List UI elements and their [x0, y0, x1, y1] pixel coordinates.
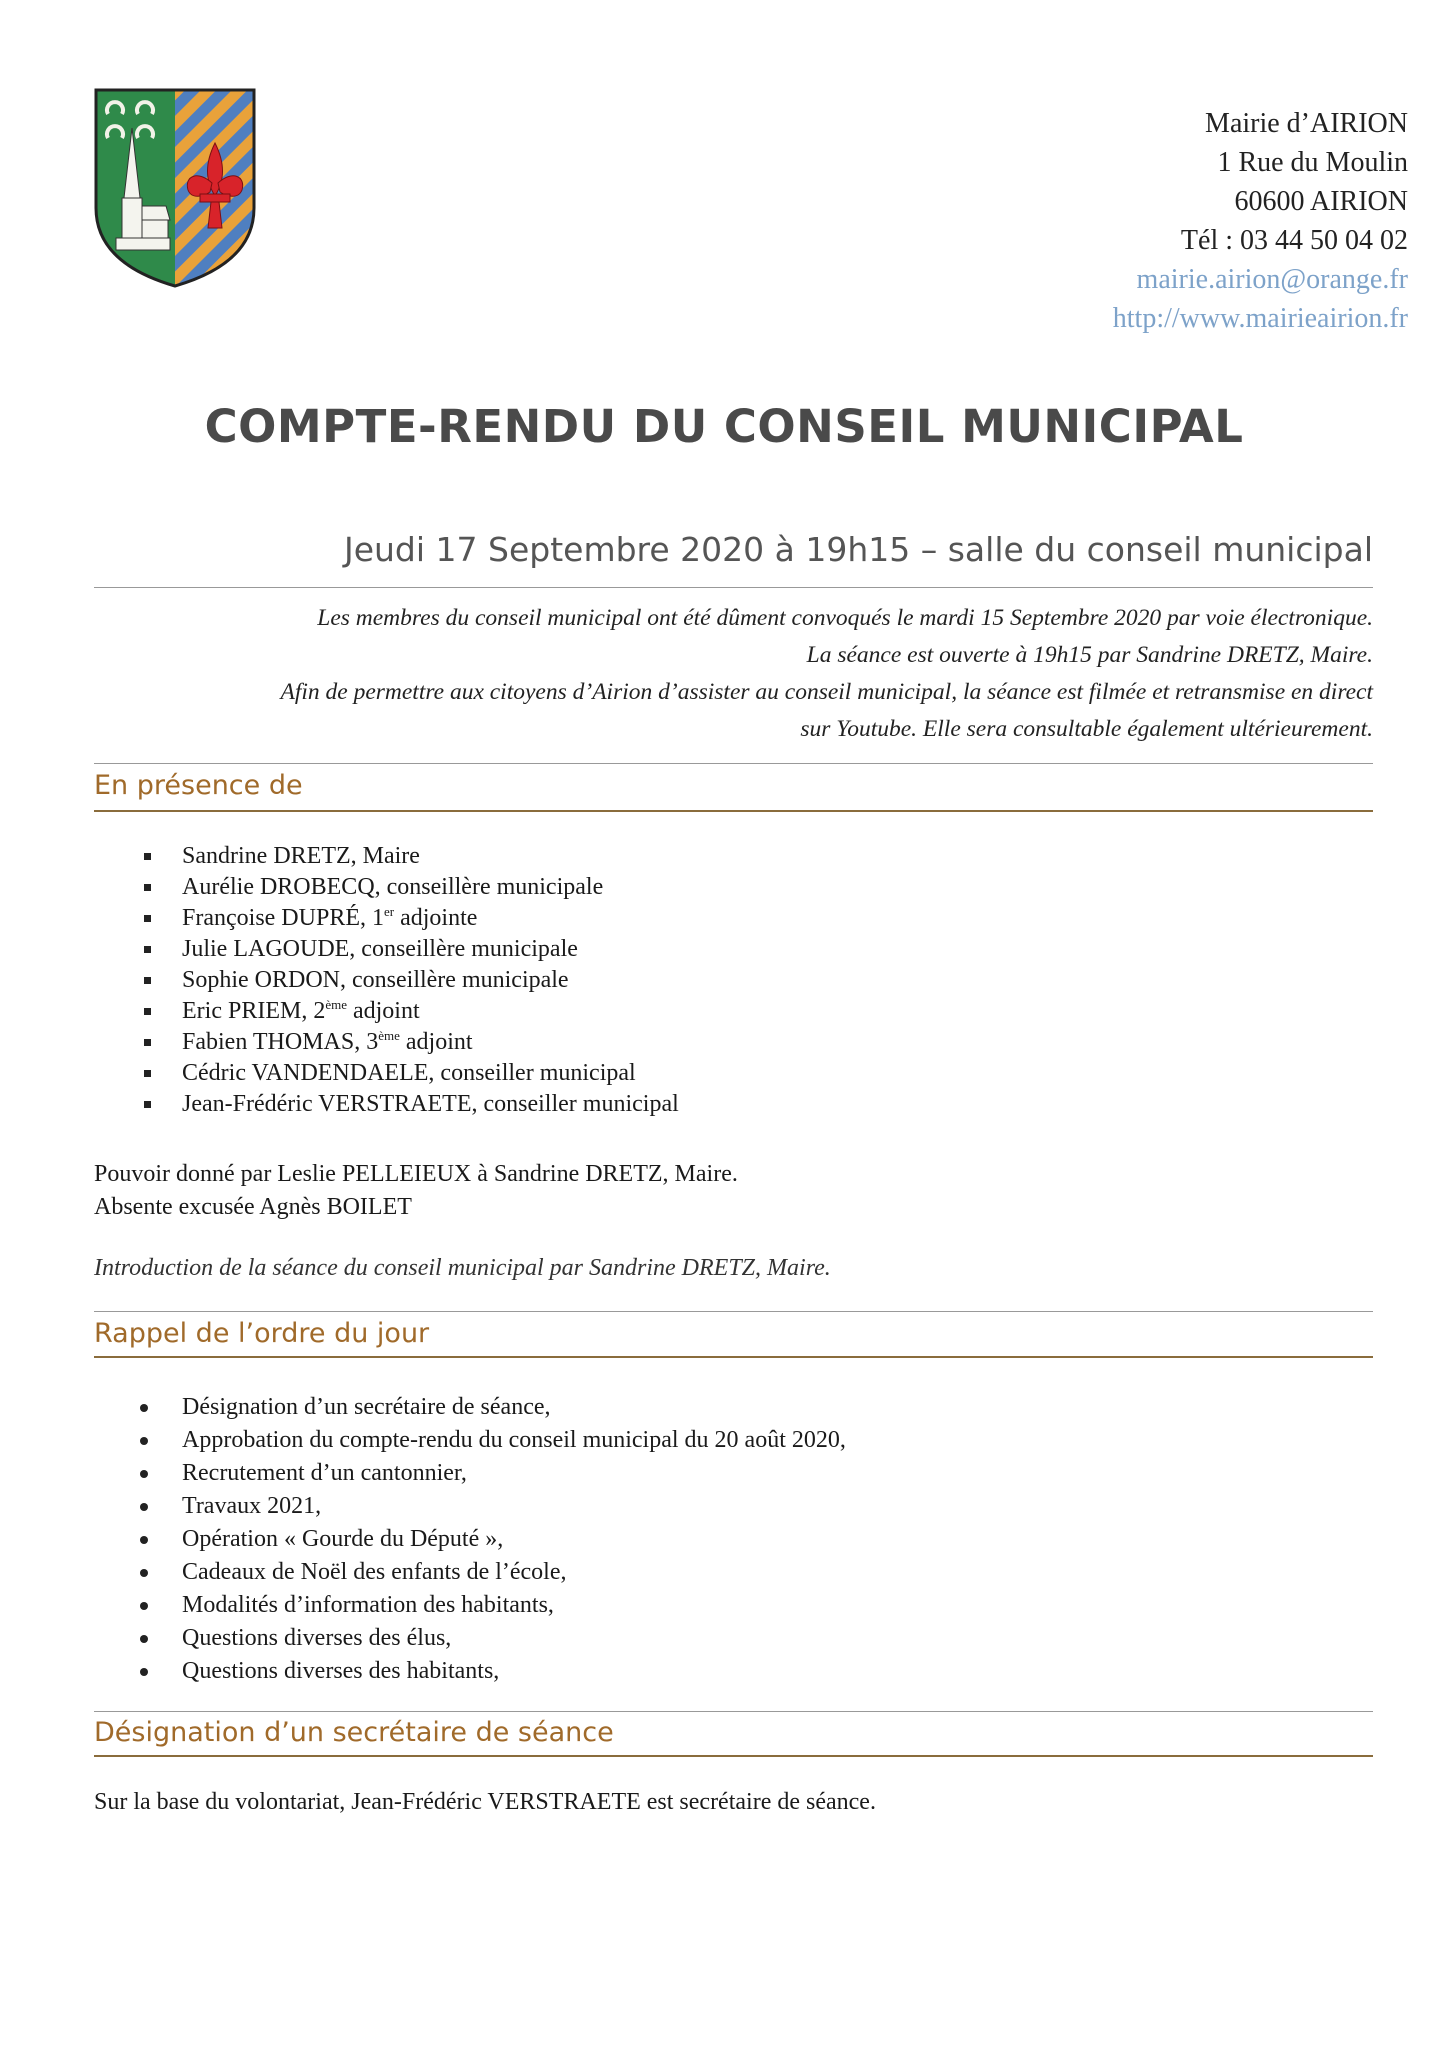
- agenda-item-text: Approbation du compte-rendu du conseil municipal du 20 août 2020,: [182, 1427, 846, 1453]
- agenda-item-text: Désignation d’un secrétaire de séance,: [182, 1394, 551, 1420]
- list-item: [140, 965, 679, 996]
- divider: [94, 763, 1373, 764]
- section-underline: [94, 1755, 1373, 1757]
- ordinal-superscript: ème: [325, 997, 347, 1012]
- secretary-text: Sur la base du volontariat, Jean-Frédéric VERSTRAETE est secrétaire de séance.: [94, 1789, 876, 1815]
- list-item: [140, 1556, 846, 1589]
- list-item: [140, 1655, 846, 1688]
- absent-text: Absente excusée Agnès BOILET: [94, 1194, 412, 1220]
- list-item: [140, 1457, 846, 1490]
- divider: [94, 587, 1373, 588]
- agenda-item-text: Modalités d’information des habitants,: [182, 1592, 554, 1618]
- mairie-address-block: [1113, 104, 1408, 338]
- intro-line: Afin de permettre aux citoyens d’Airion d’assister au conseil municipal, la séance est filmée et retransmise en direct: [280, 679, 1373, 705]
- list-item: [140, 1523, 846, 1556]
- list-item: [140, 1058, 679, 1089]
- section-heading-presence: En présence de: [94, 770, 303, 801]
- ordinal-superscript: ème: [378, 1028, 400, 1043]
- member-role: adjointe: [394, 905, 478, 931]
- member-text: Fabien THOMAS, 3: [182, 1029, 379, 1055]
- divider: [94, 1711, 1373, 1712]
- session-introduction-text: Introduction de la séance du conseil municipal par Sandrine DRETZ, Maire.: [94, 1255, 831, 1281]
- document-title: COMPTE-RENDU DU CONSEIL MUNICIPAL: [204, 400, 1244, 453]
- bullet-square-icon: [144, 915, 151, 922]
- section-underline: [94, 1356, 1373, 1358]
- section-heading-agenda: Rappel de l’ordre du jour: [94, 1318, 430, 1349]
- session-date-line: Jeudi 17 Septembre 2020 à 19h15 – salle du conseil municipal: [343, 530, 1373, 569]
- list-item: [140, 1424, 846, 1457]
- member-text: Cédric VANDENDAELE, conseiller municipal: [182, 1060, 636, 1086]
- list-item: [140, 872, 679, 903]
- member-text: Aurélie DROBECQ, conseillère municipale: [182, 874, 604, 900]
- members-list: [140, 841, 679, 1120]
- bullet-dot-icon: [140, 1602, 148, 1610]
- member-role: adjoint: [346, 998, 420, 1024]
- list-item: [140, 1089, 679, 1120]
- intro-line: Les membres du conseil municipal ont été dûment convoqués le mardi 15 Septembre 2020 par voie électronique.: [317, 605, 1373, 631]
- phone-line: Tél : 03 44 50 04 02: [1180, 225, 1408, 256]
- list-item: [140, 996, 679, 1027]
- bullet-square-icon: [144, 946, 151, 953]
- bullet-square-icon: [144, 1070, 151, 1077]
- list-item: [140, 1027, 679, 1058]
- list-item: [140, 1589, 846, 1622]
- list-item: [140, 1391, 846, 1424]
- divider: [94, 1311, 1373, 1312]
- email-link[interactable]: mairie.airion@orange.fr: [1136, 264, 1408, 295]
- website-link[interactable]: http://www.mairieairion.fr: [1112, 303, 1408, 334]
- address-line-3: 60600 AIRION: [1234, 186, 1408, 217]
- bullet-dot-icon: [140, 1404, 148, 1412]
- bullet-square-icon: [144, 1039, 151, 1046]
- section-heading-secretary: Désignation d’un secrétaire de séance: [94, 1717, 614, 1748]
- member-text: Julie LAGOUDE, conseillère municipale: [182, 936, 578, 962]
- bullet-dot-icon: [140, 1569, 148, 1577]
- member-text: Françoise DUPRÉ, 1: [182, 905, 384, 931]
- bullet-dot-icon: [140, 1668, 148, 1676]
- intro-line: La séance est ouverte à 19h15 par Sandrine DRETZ, Maire.: [806, 642, 1373, 668]
- bullet-square-icon: [144, 977, 151, 984]
- bullet-square-icon: [144, 884, 151, 891]
- list-item: [140, 841, 679, 872]
- agenda-item-text: Questions diverses des habitants,: [182, 1658, 500, 1684]
- bullet-dot-icon: [140, 1635, 148, 1643]
- member-text: Eric PRIEM, 2: [182, 998, 326, 1024]
- proxy-and-absence: [94, 1158, 738, 1224]
- member-text: Sophie ORDON, conseillère municipale: [182, 967, 569, 993]
- intro-paragraph: [73, 600, 1373, 748]
- list-item: [140, 903, 679, 934]
- agenda-item-text: Questions diverses des élus,: [182, 1625, 452, 1651]
- list-item: [140, 934, 679, 965]
- agenda-item-text: Travaux 2021,: [182, 1493, 322, 1519]
- coat-of-arms-logo: [94, 88, 256, 288]
- bullet-dot-icon: [140, 1536, 148, 1544]
- address-line-1: Mairie d’AIRION: [1205, 108, 1408, 139]
- agenda-list: [140, 1391, 846, 1688]
- member-text: Jean-Frédéric VERSTRAETE, conseiller municipal: [182, 1091, 679, 1117]
- proxy-text: Pouvoir donné par Leslie PELLEIEUX à Sandrine DRETZ, Maire.: [94, 1161, 738, 1187]
- bullet-square-icon: [144, 853, 151, 860]
- intro-line: sur Youtube. Elle sera consultable également ultérieurement.: [800, 716, 1373, 742]
- agenda-item-text: Opération « Gourde du Député »,: [182, 1526, 504, 1552]
- bullet-dot-icon: [140, 1470, 148, 1478]
- bullet-dot-icon: [140, 1437, 148, 1445]
- list-item: [140, 1490, 846, 1523]
- address-line-2: 1 Rue du Moulin: [1217, 147, 1408, 178]
- list-item: [140, 1622, 846, 1655]
- bullet-square-icon: [144, 1101, 151, 1108]
- ordinal-superscript: er: [383, 904, 395, 919]
- member-role: adjoint: [399, 1029, 473, 1055]
- member-text: Sandrine DRETZ, Maire: [182, 843, 420, 869]
- agenda-item-text: Recrutement d’un cantonnier,: [182, 1460, 467, 1486]
- agenda-item-text: Cadeaux de Noël des enfants de l’école,: [182, 1559, 567, 1585]
- bullet-square-icon: [144, 1008, 151, 1015]
- section-underline: [94, 810, 1373, 812]
- bullet-dot-icon: [140, 1503, 148, 1511]
